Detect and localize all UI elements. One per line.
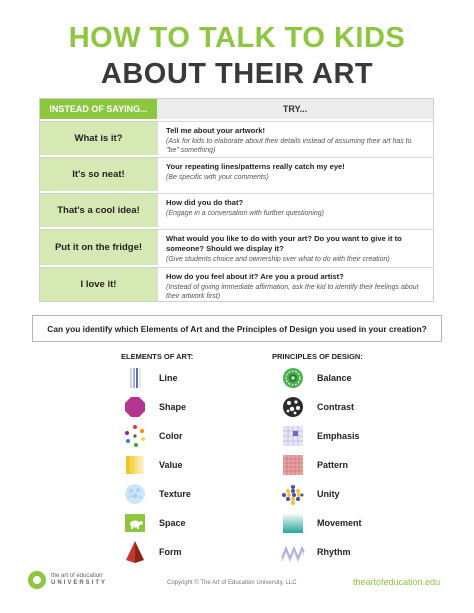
emphasis-grid-icon	[281, 424, 305, 448]
page-title-line1: HOW TO TALK TO KIDS	[68, 22, 406, 54]
table-row	[40, 155, 433, 191]
try-cell	[157, 193, 433, 227]
element-label: Texture	[159, 489, 191, 499]
header-instead: INSTEAD OF SAYING...	[40, 99, 157, 119]
logo-line1: the art of education	[51, 573, 103, 579]
principle-label: Movement	[317, 518, 362, 528]
element-form	[123, 540, 182, 564]
octagon-shape-icon	[123, 395, 147, 419]
principle-pattern	[281, 453, 348, 477]
aoe-logo-icon	[28, 571, 46, 589]
principle-contrast	[281, 395, 354, 419]
logo-line2: UNIVERSITY	[51, 580, 108, 586]
principle-label: Contrast	[317, 402, 355, 412]
element-label: Space	[159, 518, 186, 528]
elements-heading: ELEMENTS OF ART:	[121, 352, 194, 361]
principles-heading: PRINCIPLES OF DESIGN:	[272, 352, 363, 361]
principle-label: Balance	[317, 373, 352, 383]
principle-rhythm	[281, 540, 351, 564]
table-row	[40, 227, 433, 265]
texture-circle-icon	[123, 482, 147, 506]
try-cell	[157, 121, 433, 155]
unity-dots-icon	[281, 482, 305, 506]
table-row	[40, 265, 433, 301]
principle-movement	[281, 511, 362, 535]
instead-phrase: It's so neat!	[40, 157, 157, 191]
element-shape	[123, 395, 186, 419]
table-header	[40, 99, 433, 119]
logo-text	[51, 573, 107, 587]
value-gradient-icon	[123, 453, 147, 477]
try-phrase: Tell me about your artwork!	[166, 126, 266, 135]
element-label: Line	[159, 373, 178, 383]
instead-phrase: I love it!	[40, 267, 157, 301]
instead-phrase: What is it?	[40, 121, 157, 155]
try-phrase: How do you feel about it? Are you a proud artist?	[166, 272, 344, 281]
try-note: (Ask for kids to elaborate about their details instead of assuming their art has to "be" something)	[166, 138, 412, 154]
try-note: (Give students choice and ownership over what to do with their creation)	[166, 256, 390, 263]
try-phrase: How did you do that?	[166, 198, 244, 207]
element-value	[123, 453, 183, 477]
website-link[interactable]: theartofeducation.edu	[353, 577, 441, 587]
try-cell	[157, 229, 433, 265]
element-label: Color	[159, 431, 183, 441]
advice-table	[39, 98, 434, 302]
element-texture	[123, 482, 191, 506]
reflection-question: Can you identify which Elements of Art and the Principles of Design you used in your creation?	[32, 315, 442, 342]
footer-logo	[28, 571, 107, 589]
element-color	[123, 424, 183, 448]
principle-label: Rhythm	[317, 547, 351, 557]
space-turtle-icon	[123, 511, 147, 535]
principle-unity	[281, 482, 340, 506]
element-line	[123, 366, 178, 390]
element-label: Form	[159, 547, 182, 557]
line-icon	[123, 366, 147, 390]
contrast-circle-icon	[281, 395, 305, 419]
pattern-square-icon	[281, 453, 305, 477]
principle-label: Unity	[317, 489, 340, 499]
table-row	[40, 191, 433, 227]
instead-phrase: That's a cool idea!	[40, 193, 157, 227]
principle-label: Pattern	[317, 460, 349, 470]
table-row	[40, 119, 433, 155]
try-cell	[157, 267, 433, 301]
page-title-line2: ABOUT THEIR ART	[100, 58, 374, 90]
try-note: (Instead of giving immediate affirmation, ask the kid to identify their feelings about their artwork first)	[166, 284, 419, 300]
color-dots-icon	[123, 424, 147, 448]
principle-balance	[281, 366, 352, 390]
try-note: (Be specific with your comments)	[166, 174, 269, 181]
movement-gradient-icon	[281, 511, 305, 535]
principle-emphasis	[281, 424, 360, 448]
try-note: (Engage in a conversation with further questioning)	[166, 210, 324, 217]
header-try: TRY...	[157, 99, 433, 119]
instead-phrase: Put it on the fridge!	[40, 229, 157, 265]
element-label: Shape	[159, 402, 187, 412]
try-phrase: What would you like to do with your art? Do you want to give it to someone? Should we display it?	[166, 234, 402, 253]
copyright-text: Copyright © The Art of Education University, LLC	[167, 580, 297, 586]
try-phrase: Your repeating lines/patterns really catch my eye!	[166, 162, 345, 171]
pyramid-form-icon	[123, 540, 147, 564]
rhythm-zigzag-icon	[281, 540, 305, 564]
element-label: Value	[159, 460, 183, 470]
try-cell	[157, 157, 433, 191]
balance-mandala-icon	[281, 366, 305, 390]
principle-label: Emphasis	[317, 431, 360, 441]
element-space	[123, 511, 186, 535]
